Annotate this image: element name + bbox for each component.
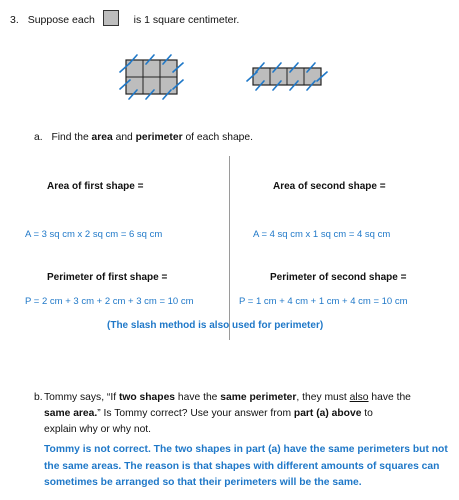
part-a-prompt	[34, 132, 253, 143]
q-line1-e: , they must	[296, 392, 350, 403]
area-first-heading: Area of first shape =	[47, 181, 144, 192]
second-shape	[247, 63, 327, 90]
shapes-figure	[110, 50, 340, 102]
prompt-perimeter: perimeter	[135, 132, 183, 143]
unit-square-icon	[103, 10, 119, 26]
question-3-line	[10, 10, 239, 26]
prompt-start: Find the	[51, 132, 92, 143]
question-text-before: Suppose each	[27, 14, 95, 26]
part-a-label: a.	[34, 132, 43, 143]
prompt-area: area	[91, 132, 113, 143]
perimeter-first-answer: P = 2 cm + 3 cm + 2 cm + 3 cm = 10 cm	[25, 296, 194, 307]
question-number: 3.	[10, 14, 19, 26]
q-line1-b: two shapes	[118, 392, 176, 403]
q-line1-g: have the	[368, 392, 411, 403]
area-second-answer: A = 4 sq cm x 1 sq cm = 4 sq cm	[253, 229, 391, 240]
part-a-text	[51, 132, 253, 143]
q-line2-d: to	[361, 408, 373, 419]
q-line3: explain why or why not.	[44, 424, 152, 435]
part-b-question	[44, 390, 449, 438]
q-line2-a: same area.	[44, 408, 98, 419]
perimeter-second-heading: Perimeter of second shape =	[270, 272, 407, 283]
perimeter-second-answer: P = 1 cm + 4 cm + 1 cm + 4 cm = 10 cm	[239, 296, 408, 307]
q-line2-b: ” Is Tommy correct? Use your answer from	[97, 408, 294, 419]
q-line1-a: Tommy says, “If	[44, 392, 119, 403]
q-line1-c: have the	[175, 392, 221, 403]
q-line1-d: same perimeter	[220, 392, 297, 403]
first-shape	[120, 55, 183, 99]
perimeter-first-heading: Perimeter of first shape =	[47, 272, 168, 283]
part-b-answer: Tommy is not correct. The two shapes in part (a) have the same perimeters but not the same areas. The reason is that shapes with different amounts of squares can sometimes be arranged so that their perimeters will be the same.	[44, 444, 448, 488]
part-b-label: b.	[34, 392, 43, 403]
prompt-and: and	[112, 132, 136, 143]
column-divider	[229, 156, 230, 340]
q-line1-f: also	[349, 392, 369, 403]
question-text-after: is 1 square centimeter.	[133, 14, 240, 26]
area-second-heading: Area of second shape =	[273, 181, 386, 192]
slash-method-note: (The slash method is also used for perimeter)	[107, 320, 324, 331]
area-first-answer: A = 3 sq cm x 2 sq cm = 6 sq cm	[25, 229, 163, 240]
q-line2-c: part (a) above	[293, 408, 362, 419]
prompt-end: of each shape.	[182, 132, 253, 143]
